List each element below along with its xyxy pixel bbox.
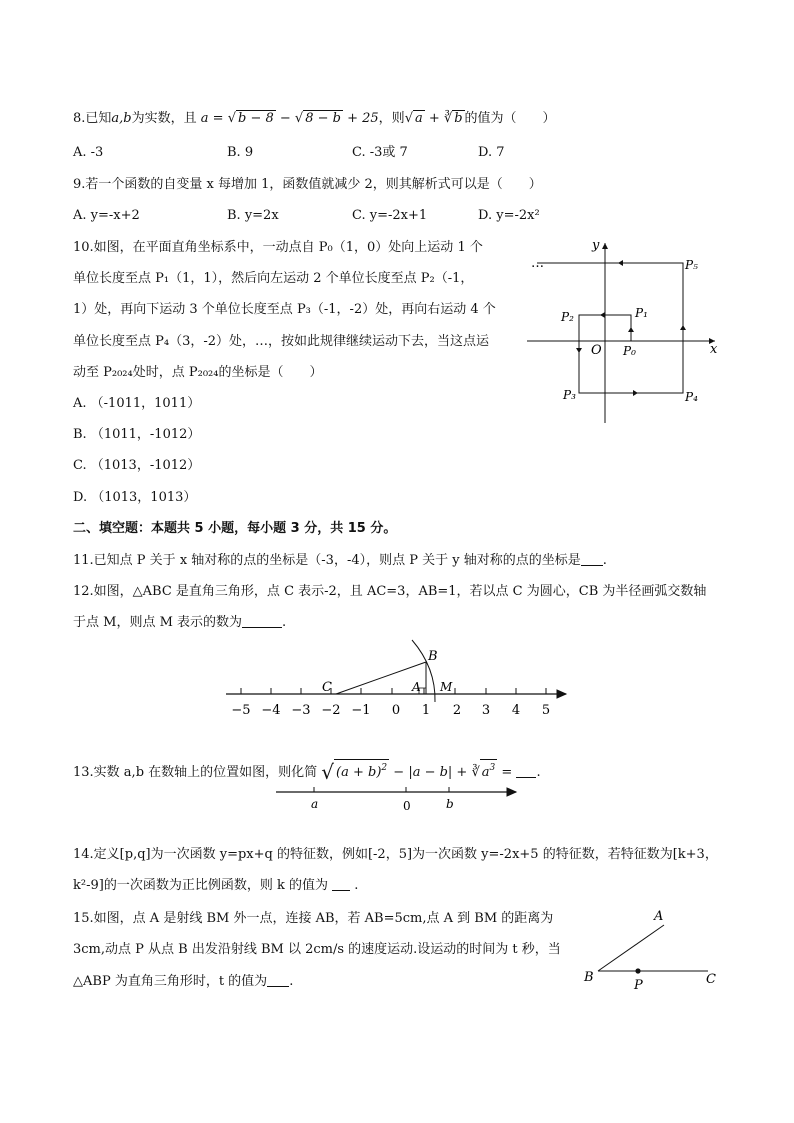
q10-line-3: 1）处，再向下运动 3 个单位长度至点 P₃（-1，-2）处，再向右运动 4 个 <box>73 302 496 317</box>
q10-option-a[interactable]: A. （-1011，1011） <box>73 396 201 411</box>
ellipsis-label: … <box>531 256 544 271</box>
label-p4: P₄ <box>685 390 698 404</box>
q9-option-c[interactable]: C. y=-2x+1 <box>352 208 428 223</box>
label-p: P <box>634 978 643 990</box>
q12-answer-blank[interactable] <box>242 615 282 628</box>
tick-label: −4 <box>261 703 281 718</box>
q13-number-line-figure <box>272 782 524 812</box>
arrow-left-icon <box>618 260 623 266</box>
q12-line-1: 12.如图，△ABC 是直角三角形，点 C 表示-2，且 AC=3，AB=1，若以点 C 为圆心，CB 为半径画弧交数轴 <box>73 584 707 599</box>
q8-option-a[interactable]: A. -3 <box>73 145 104 160</box>
q14-line-1: 14.定义[p,q]为一次函数 y=px+q 的特征数，例如[-2，5]为一次函数 y=-2x+5 的特征数，若特征数为[k+3， <box>73 847 718 862</box>
q13-answer-blank[interactable] <box>516 765 536 778</box>
q15-answer-blank[interactable] <box>267 974 289 987</box>
tick-label: −3 <box>291 703 311 718</box>
q11-answer-blank[interactable] <box>581 553 603 566</box>
arrow-up-icon <box>628 327 634 332</box>
q9-option-a[interactable]: A. y=-x+2 <box>73 208 140 223</box>
section-2-heading: 二、填空题：本题共 5 小题，每小题 3 分，共 15 分。 <box>73 521 397 536</box>
label-b: B <box>584 970 594 985</box>
arrow-down-icon <box>576 348 582 353</box>
label-c: C <box>322 680 332 695</box>
q10-option-c[interactable]: C. （1013，-1012） <box>73 458 201 473</box>
q11-stem: 11.已知点 P 关于 x 轴对称的点的坐标是（-3，-4），则点 P 关于 y 轴对称的点的坐标是 . <box>73 553 607 568</box>
q10-line-4: 单位长度至点 P₄（3，-2）处，…，按如此规律继续运动下去，当这点运 <box>73 334 490 349</box>
label-b: b <box>446 797 454 811</box>
q9-option-b[interactable]: B. y=2x <box>227 208 279 223</box>
q8-option-b[interactable]: B. 9 <box>227 145 254 160</box>
label-m: M <box>440 680 453 694</box>
segment-ab <box>598 925 664 971</box>
label-zero: 0 <box>403 799 411 812</box>
tick-label: −2 <box>321 703 341 718</box>
tick-label: 1 <box>421 703 431 718</box>
arrow-left-icon <box>600 312 605 318</box>
arrow-right-icon <box>633 390 638 396</box>
q15-line-2: 3cm,动点 P 从点 B 出发沿射线 BM 以 2cm/s 的速度运动.设运动的时间为 t 秒，当 <box>73 942 561 957</box>
label-p5: P₅ <box>685 258 698 272</box>
q10-option-b[interactable]: B. （1011，-1012） <box>73 427 201 442</box>
tick-label: −1 <box>351 703 371 718</box>
spiral-path <box>537 263 683 393</box>
label-a: A <box>654 909 664 924</box>
arrow-up-icon <box>680 325 686 330</box>
q10-coordinate-figure <box>525 235 725 430</box>
tick-label: 2 <box>452 703 462 718</box>
label-a: A <box>412 680 421 694</box>
q15-line-3: △ABP 为直角三角形时，t 的值为 . <box>73 974 294 989</box>
label-p2: P₂ <box>561 310 574 324</box>
q10-line-2: 单位长度至点 P₁（1，1），然后向左运动 2 个单位长度至点 P₂（-1， <box>73 271 474 286</box>
q8-stem: 8.已知a,b为实数，且 a = √ b − 8 − √ 8 − b + 25，则√ a + ∛ b 的值为（ ） <box>73 111 556 126</box>
q9-stem: 9.若一个函数的自变量 x 每增加 1，函数值就减少 2，则其解析式可以是（ ） <box>73 177 542 192</box>
q9-option-d[interactable]: D. y=-2x² <box>478 208 540 223</box>
tick-label: 4 <box>511 703 521 718</box>
tick-label: 0 <box>391 703 401 718</box>
label-p1: P₁ <box>635 306 648 320</box>
q8-option-d[interactable]: D. 7 <box>478 145 505 160</box>
label-p0: P₀ <box>623 344 636 358</box>
q14-answer-blank[interactable] <box>332 878 350 891</box>
q15-ray-figure <box>580 908 720 990</box>
y-axis-label: y <box>592 238 600 253</box>
q15-line-1: 15.如图，点 A 是射线 BM 外一点，连接 AB，若 AB=5cm,点 A 到 BM 的距离为 <box>73 911 554 926</box>
q10-option-d[interactable]: D. （1013，1013） <box>73 490 197 505</box>
tick-label: 3 <box>481 703 491 718</box>
ticks <box>241 688 546 694</box>
q10-line-5: 动至 P₂₀₂₄处时，点 P₂₀₂₄的坐标是（ ） <box>73 365 323 380</box>
origin-label: O <box>591 343 602 358</box>
tick-label: 5 <box>541 703 551 718</box>
tick-label: −5 <box>231 703 251 718</box>
q12-number-line-figure <box>222 638 574 720</box>
label-p3: P₃ <box>563 388 576 402</box>
label-c: C <box>706 972 716 987</box>
q8-option-c[interactable]: C. -3或 7 <box>352 145 408 160</box>
q13-stem: 13.实数 a,b 在数轴上的位置如图，则化简 √ $(a + b)^2 - |a - b|$ + ∛ $a^3$ = . <box>73 760 541 784</box>
q14-line-2: k²-9]的一次函数为正比例函数，则 k 的值为 . <box>73 878 359 893</box>
label-a: a <box>311 797 319 811</box>
point-p <box>635 968 640 973</box>
q10-line-1: 10.如图，在平面直角坐标系中，一动点自 P₀（1，0）处向上运动 1 个 <box>73 240 483 255</box>
label-b: B <box>428 649 438 664</box>
q12-line-2: 于点 M，则点 M 表示的数为 . <box>73 615 287 630</box>
x-axis-label: x <box>710 342 718 357</box>
